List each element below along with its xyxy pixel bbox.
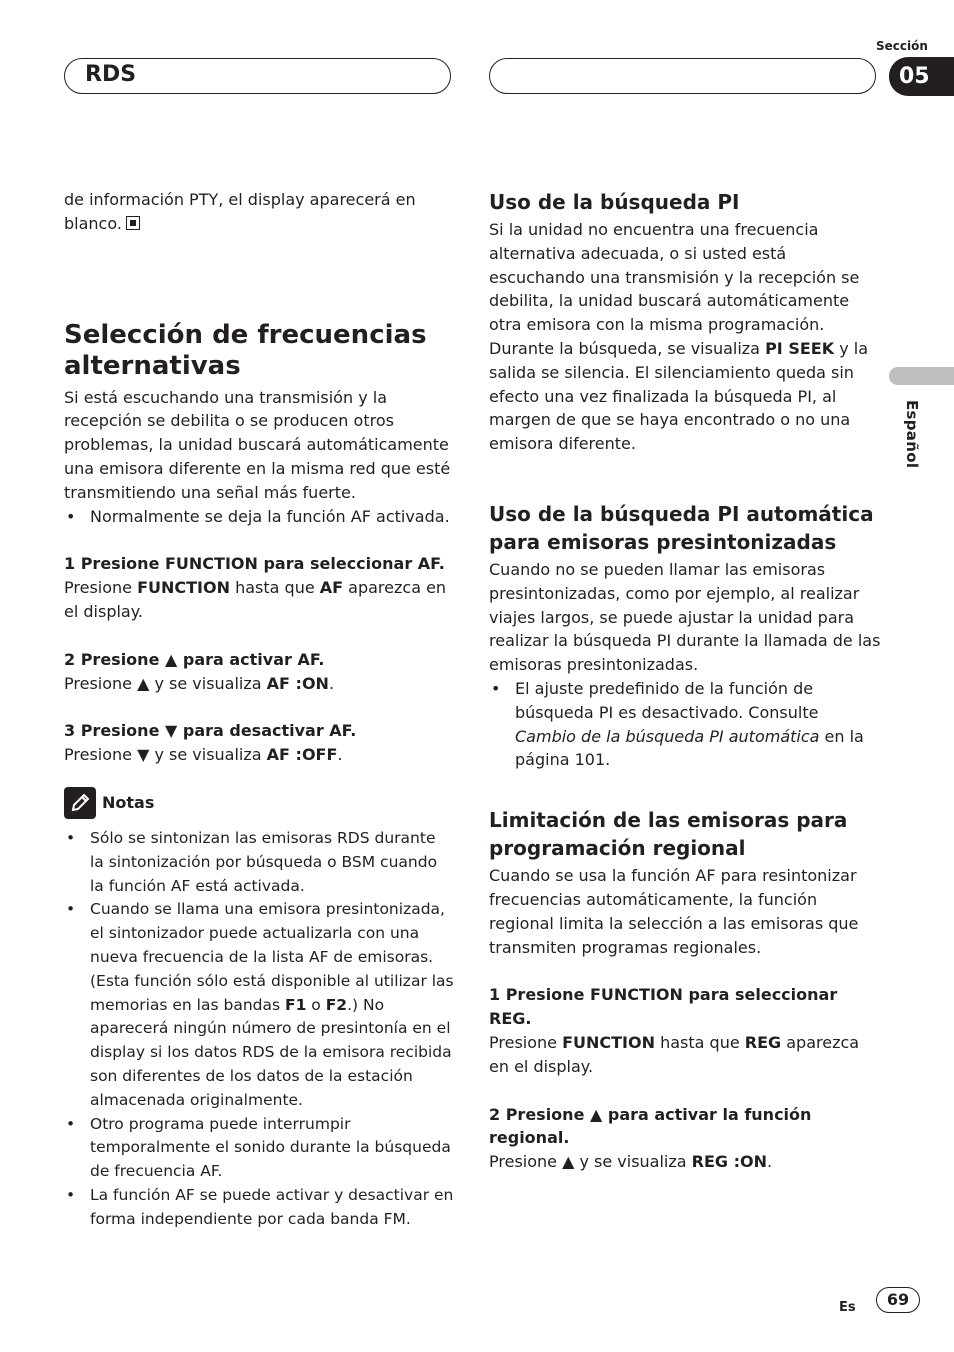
reg-step-1-text: Presione FUNCTION hasta que REG aparezca en el display.: [489, 1032, 860, 1076]
list-item: • Sólo se sintonizan las emisoras RDS durante la sintonización por búsqueda o BSM cuando la función AF está activada.: [64, 827, 454, 898]
header-bar-right: [489, 58, 876, 94]
af-paragraph: Si está escuchando una transmisión y la recepción se debilita o se producen otros problemas, la unidad buscará automáticamente una emisora diferente en la misma red que esté transmitiendo una señal más fuerte.: [64, 387, 451, 502]
section-heading-regional: Limitación de las emisoras para programación regional: [489, 808, 848, 861]
section-heading-auto-pi: Uso de la búsqueda PI automática para emisoras presintonizadas: [489, 501, 874, 554]
section-heading-af: Selección de frecuencias alternativas: [64, 319, 427, 381]
end-mark-icon: [126, 216, 140, 230]
auto-pi-bullet-list: [489, 677, 881, 772]
step-1-text: Presione FUNCTION hasta que AF aparezca en el display.: [64, 578, 447, 621]
af-bullet-list: [64, 505, 454, 529]
notes-list: [64, 827, 454, 1232]
pencil-icon: [64, 787, 96, 819]
step-3-title: 3 Presione ▼ para desactivar AF.: [64, 721, 357, 741]
language-tab: [889, 367, 954, 385]
regional-paragraph: Cuando se usa la función AF para resintonizar frecuencias automáticamente, la función regional limita la selección a las emisoras que transmiten programas regionales.: [489, 866, 859, 957]
list-item: • El ajuste predefinido de la función de búsqueda PI es desactivado. Consulte Cambio de la búsqueda PI automática en la página 101.: [489, 677, 881, 772]
list-item: • La función AF se puede activar y desactivar en forma independiente por cada banda FM.: [64, 1184, 454, 1232]
notes-title: Notas: [102, 793, 155, 813]
reg-step-1-title: 1 Presione FUNCTION para seleccionar REG.: [489, 985, 838, 1029]
notes-header: [64, 787, 454, 819]
list-item: • Otro programa puede interrumpir temporalmente el sonido durante la búsqueda de frecuencia AF.: [64, 1113, 454, 1184]
intro-text: de información PTY, el display aparecerá en blanco.: [64, 190, 416, 233]
language-label: Español: [903, 400, 921, 469]
list-item: • Cuando se llama una emisora presintonizada, el sintonizador puede actualizarla con una nueva frecuencia de la lista AF de emisoras. (Esta función sólo está disponible al utilizar las memorias en las bandas F1 o F2.) No aparecerá ningún número de presintonía en el display si los datos RDS de la emisora recibida son diferentes de los datos de la estación almacenada originalmente.: [64, 898, 454, 1112]
pi-paragraph: Si la unidad no encuentra una frecuencia alternativa adecuada, o si usted está escuchando una transmisión y la recepción se debilita, la unidad buscará automáticamente otra emisora con la misma programación. Durante la búsqueda, se visualiza PI SEEK y la salida se silencia. El silenciamiento queda sin efecto una vez finalizada la búsqueda PI, al margen de que se haya encontrado o no una emisora diferente.: [489, 220, 868, 454]
reg-step-2-text: Presione ▲ y se visualiza REG :ON.: [489, 1152, 773, 1172]
section-number-badge: 05: [889, 57, 954, 96]
auto-pi-paragraph: Cuando no se pueden llamar las emisoras presintonizadas, como por ejemplo, al realizar viajes largos, se puede ajustar la unidad para realizar la búsqueda PI durante la llamada de las emisoras presintonizadas.: [489, 559, 881, 675]
step-2-title: 2 Presione ▲ para activar AF.: [64, 649, 325, 669]
step-1-title: 1 Presione FUNCTION para seleccionar AF.: [64, 554, 445, 574]
step-2-text: Presione ▲ y se visualiza AF :ON.: [64, 673, 335, 693]
step-3-text: Presione ▼ y se visualiza AF :OFF.: [64, 745, 343, 765]
chapter-title-bar: [64, 58, 451, 94]
list-item: • Normalmente se deja la función AF activada.: [64, 505, 454, 529]
section-heading-pi: Uso de la búsqueda PI: [489, 190, 740, 214]
page-number: 69: [876, 1287, 920, 1313]
right-column: [489, 188, 881, 1174]
chapter-title: RDS: [85, 62, 137, 87]
reg-step-2-title: 2 Presione ▲ para activar la función regional.: [489, 1104, 812, 1148]
section-label: Sección: [876, 39, 928, 53]
left-column: [64, 188, 454, 1232]
footer-language: Es: [839, 1300, 856, 1315]
